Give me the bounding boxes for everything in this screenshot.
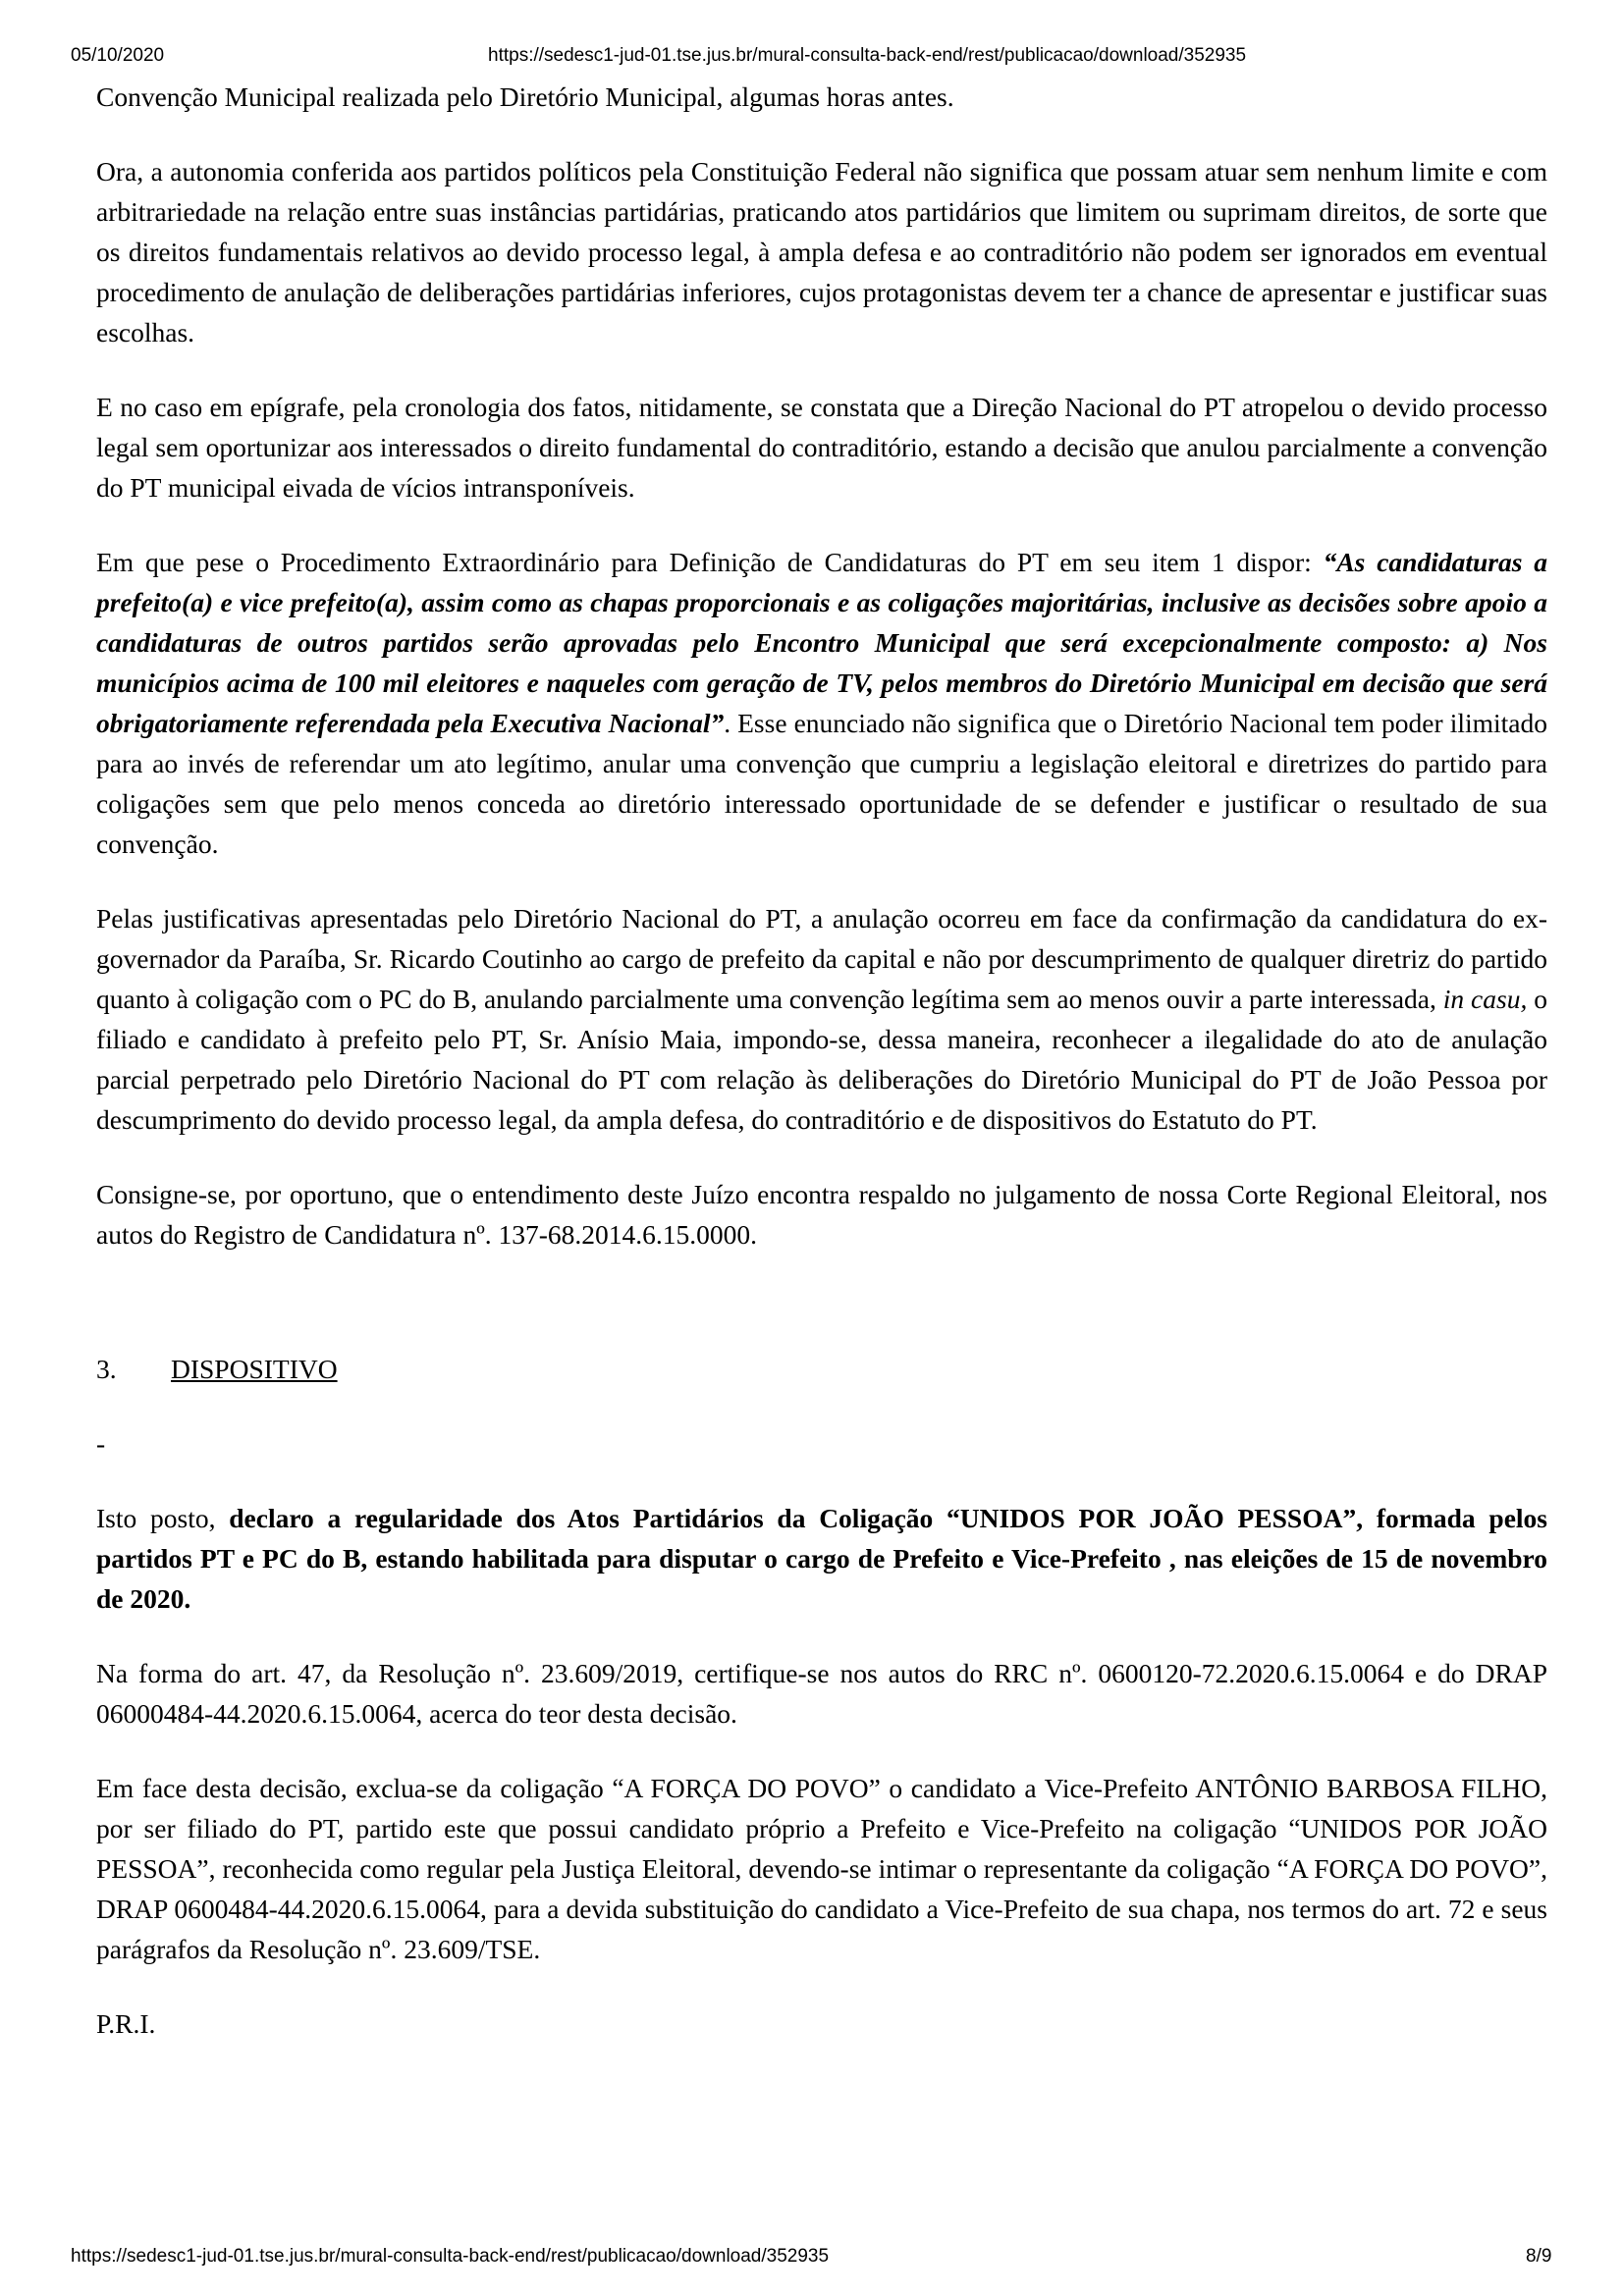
paragraph-8: Na forma do art. 47, da Resolução nº. 23.609/2019, certifique-se nos autos do RRC nº. 0600120-72.2020.6.15.0064 e do DRAP 06000484-44.2020.6.15.0064, acerca do teor desta decisão. — [96, 1658, 1547, 1729]
paragraph-9: Em face desta decisão, exclua-se da coligação “A FORÇA DO POVO” o candidato a Vice-Prefeito ANTÔNIO BARBOSA FILHO, por ser filiado do PT, partido este que possui candidato próprio a Prefeito e Vice-Prefeito na coligação “UNIDOS POR JOÃO PESSOA”, reconhecida como regular pela Justiça Eleitoral, devendo-se intimar o representante da coligação “A FORÇA DO POVO”, DRAP 0600484-44.2020.6.15.0064, para a devida substituição do candidato a Vice-Prefeito de sua chapa, nos termos do art. 72 e seus parágrafos da Resolução nº. 23.609/TSE. — [96, 1773, 1547, 1964]
in-casu-italic: in casu, — [1442, 984, 1528, 1014]
document-body — [96, 77, 1547, 2044]
page-number: 8/9 — [1526, 2246, 1552, 2267]
quoted-procedure-text: “As candidaturas a prefeito(a) e vice prefeito(a), assim como as chapas proporcionais e as coligações majoritárias, inclusive as decisões sobre apoio a candidaturas de outros partidos serão aprovadas pelo Encontro Municipal que será excepcionalmente composto: a) Nos municípios acima de 100 mil eleitores e naqueles com geração de TV, pelos membros do Diretório Municipal em decisão que será obrigatoriamente referendada pela Executiva Nacional” — [96, 547, 1547, 738]
paragraph-4-continuation: . Esse enunciado não significa que o Diretório Nacional tem poder ilimitado para ao invés de referendar um ato legítimo, anular uma convenção que cumpriu a legislação eleitoral e diretrizes do partido para coligações sem que pelo menos conceda ao diretório interessado oportunidade de se defender e justificar o resultado de sua convenção. — [96, 708, 1547, 859]
paragraph-5-intro: Pelas justificativas apresentadas pelo Diretório Nacional do PT, a anulação ocorreu em face da confirmação da candidatura do ex-governador da Paraíba, Sr. Ricardo Coutinho ao cargo de prefeito da capital e não por descumprimento de qualquer diretriz do partido quanto à coligação com o PC do B, anulando parcialmente uma convenção legítima sem ao menos ouvir a parte interessada, — [96, 903, 1547, 1014]
section-title: DISPOSITIVO — [171, 1354, 338, 1384]
dash-line: - — [96, 1428, 106, 1459]
section-number: 3. — [96, 1354, 117, 1384]
paragraph-3: E no caso em epígrafe, pela cronologia dos fatos, nitidamente, se constata que a Direção Nacional do PT atropelou o devido processo legal sem oportunizar aos interessados o direito fundamental do contraditório, estando a decisão que anulou parcialmente a convenção do PT municipal eivada de vícios intransponíveis. — [96, 392, 1547, 503]
paragraph-5 — [96, 898, 1547, 1140]
header-url: https://sedesc1-jud-01.tse.jus.br/mural-consulta-back-end/rest/publicacao/download/352935 — [488, 45, 1247, 66]
decision-intro: Isto posto, — [96, 1503, 230, 1533]
paragraph-5-continuation: o filiado e candidato à prefeito pelo PT, Sr. Anísio Maia, impondo-se, dessa maneira, reconhecer a ilegalidade do ato de anulação parcial perpetrado pelo Diretório Nacional do PT com relação às deliberações do Diretório Municipal do PT de João Pessoa por descumprimento do devido processo legal, da ampla defesa, do contraditório e de dispositivos do Estatuto do PT. — [96, 984, 1547, 1135]
decision-bold-text: declaro a regularidade dos Atos Partidários da Coligação “UNIDOS POR JOÃO PESSOA”, formada pelos partidos PT e PC do B, estando habilitada para disputar o cargo de Prefeito e Vice-Prefeito , nas eleições de 15 de novembro de 2020. — [96, 1503, 1547, 1614]
paragraph-pri: P.R.I. — [96, 2008, 156, 2039]
print-date: 05/10/2020 — [71, 45, 165, 66]
paragraph-decision — [96, 1498, 1547, 1619]
paragraph-2: Ora, a autonomia conferida aos partidos políticos pela Constituição Federal não significa que possam atuar sem nenhum limite e com arbitrariedade na relação entre suas instâncias partidárias, praticando atos partidários que limitem ou suprimam direitos, de sorte que os direitos fundamentais relativos ao devido processo legal, à ampla defesa e ao contraditório não podem ser ignorados em eventual procedimento de anulação de deliberações partidárias inferiores, cujos protagonistas devem ter a chance de apresentar e justificar suas escolhas. — [96, 156, 1547, 347]
footer-url: https://sedesc1-jud-01.tse.jus.br/mural-consulta-back-end/rest/publicacao/download/352935 — [71, 2246, 830, 2267]
paragraph-4-intro: Em que pese o Procedimento Extraordinário para Definição de Candidaturas do PT em seu item 1 dispor: — [96, 547, 1324, 577]
section-heading — [96, 1349, 1547, 1389]
paragraph-6: Consigne-se, por oportuno, que o entendimento deste Juízo encontra respaldo no julgamento de nossa Corte Regional Eleitoral, nos autos do Registro de Candidatura nº. 137-68.2014.6.15.0000. — [96, 1179, 1547, 1250]
paragraph-4 — [96, 542, 1547, 864]
paragraph-1: Convenção Municipal realizada pelo Diretório Municipal, algumas horas antes. — [96, 81, 954, 112]
